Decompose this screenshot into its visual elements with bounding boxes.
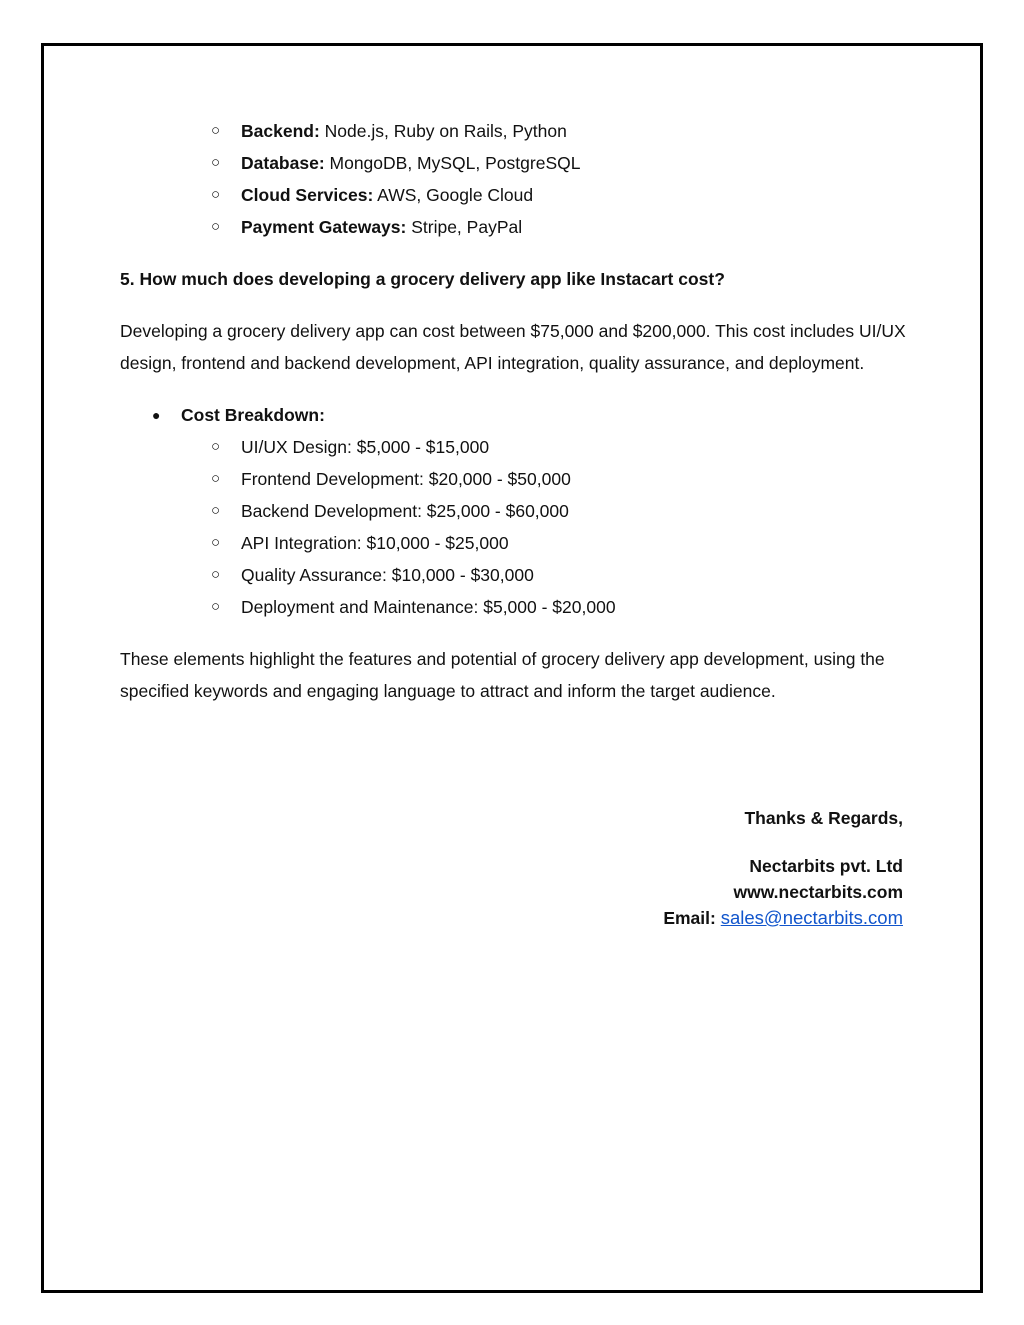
list-item	[120, 431, 910, 463]
hollow-circle-bullet-icon: ○	[211, 218, 221, 235]
hollow-circle-bullet-icon: ○	[211, 186, 221, 203]
hollow-circle-bullet-icon: ○	[211, 566, 221, 583]
section-heading: 5. How much does developing a grocery delivery app like Instacart cost?	[120, 269, 725, 289]
hollow-circle-bullet-icon: ○	[211, 122, 221, 139]
item-value: AWS, Google Cloud	[373, 185, 534, 205]
cost-item: Backend Development: $25,000 - $60,000	[241, 501, 569, 521]
list-item	[120, 527, 910, 559]
hollow-circle-bullet-icon: ○	[211, 598, 221, 615]
company-name: Nectarbits pvt. Ltd	[749, 856, 903, 876]
document-body	[120, 115, 910, 707]
email-line	[663, 905, 903, 931]
item-value: Node.js, Ruby on Rails, Python	[319, 121, 567, 141]
filled-circle-bullet-icon: ●	[152, 407, 161, 423]
list-item	[120, 591, 910, 623]
item-label: Database:	[241, 153, 325, 173]
email-link[interactable]: sales@nectarbits.com	[720, 907, 903, 928]
list-item	[120, 147, 910, 179]
regards-line: Thanks & Regards,	[744, 808, 903, 828]
item-label: Payment Gateways:	[241, 217, 407, 237]
cost-breakdown-list	[120, 399, 910, 431]
item-label: Cloud Services:	[241, 185, 374, 205]
cost-breakdown-title: Cost Breakdown:	[181, 405, 325, 425]
item-value: Stripe, PayPal	[406, 217, 523, 237]
cost-items-list	[120, 431, 910, 623]
hollow-circle-bullet-icon: ○	[211, 470, 221, 487]
list-item	[120, 495, 910, 527]
cost-item: Quality Assurance: $10,000 - $30,000	[241, 565, 534, 585]
item-value: MongoDB, MySQL, PostgreSQL	[324, 153, 581, 173]
cost-item: Frontend Development: $20,000 - $50,000	[241, 469, 571, 489]
closing-paragraph: These elements highlight the features and potential of grocery delivery app development, using the specified keywords and engaging language to attract and inform the target audience.	[120, 649, 885, 701]
cost-item: Deployment and Maintenance: $5,000 - $20,000	[241, 597, 616, 617]
list-item	[120, 559, 910, 591]
website-text: www.nectarbits.com	[733, 882, 903, 902]
signature-block	[663, 805, 903, 931]
list-item	[120, 179, 910, 211]
cost-item: UI/UX Design: $5,000 - $15,000	[241, 437, 490, 457]
hollow-circle-bullet-icon: ○	[211, 534, 221, 551]
section-paragraph: Developing a grocery delivery app can cost between $75,000 and $200,000. This cost includes UI/UX design, frontend and backend development, API integration, quality assurance, and deployment.	[120, 321, 906, 373]
list-item	[120, 211, 910, 243]
hollow-circle-bullet-icon: ○	[211, 438, 221, 455]
hollow-circle-bullet-icon: ○	[211, 154, 221, 171]
list-item	[120, 463, 910, 495]
email-label: Email:	[663, 908, 716, 928]
cost-item: API Integration: $10,000 - $25,000	[241, 533, 509, 553]
list-item	[120, 115, 910, 147]
tech-stack-list	[120, 115, 910, 243]
list-item	[120, 399, 910, 431]
hollow-circle-bullet-icon: ○	[211, 502, 221, 519]
item-label: Backend:	[241, 121, 320, 141]
